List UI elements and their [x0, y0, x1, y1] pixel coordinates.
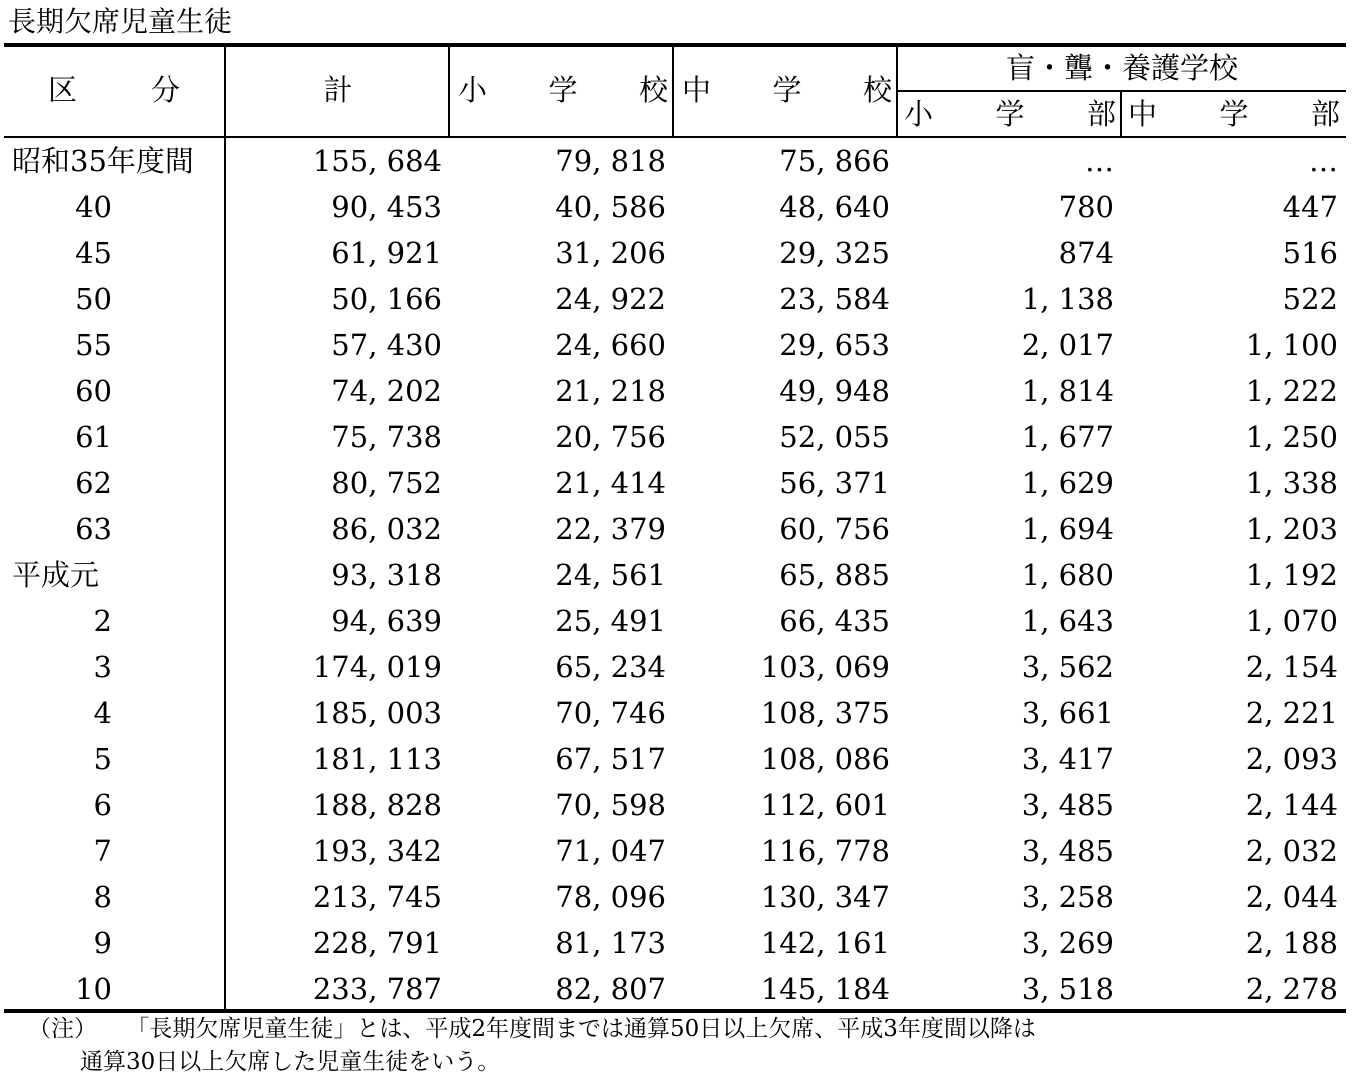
- table-row: [0, 414, 1352, 460]
- cell-special-junior: 1, 192: [1245, 558, 1338, 592]
- header-divider: [448, 45, 450, 137]
- cell-special-junior: 516: [1282, 236, 1338, 270]
- cell-special-junior: 1, 250: [1245, 420, 1338, 454]
- header-char: 小: [458, 73, 488, 107]
- cell-special-elementary: 3, 562: [1021, 650, 1114, 684]
- cell-special-elementary: 3, 485: [1021, 788, 1114, 822]
- cell-total: 86, 032: [331, 512, 442, 546]
- cell-special-elementary: 1, 138: [1021, 282, 1114, 316]
- row-label: 60: [75, 374, 112, 408]
- header-total: 計: [323, 73, 353, 107]
- cell-special-elementary: 1, 629: [1021, 466, 1114, 500]
- cell-junior: 56, 371: [779, 466, 890, 500]
- cell-elementary: 65, 234: [555, 650, 666, 684]
- table-row: [0, 736, 1352, 782]
- header-divider: [1120, 91, 1122, 137]
- cell-total: 174, 019: [312, 650, 442, 684]
- cell-junior: 52, 055: [779, 420, 890, 454]
- table-row: [0, 460, 1352, 506]
- row-label: 10: [75, 972, 112, 1006]
- header-elementary: [458, 70, 668, 110]
- cell-special-elementary: 3, 258: [1021, 880, 1114, 914]
- header-char: 中: [1128, 97, 1158, 131]
- cell-junior: 103, 069: [760, 650, 890, 684]
- row-label: 9: [93, 926, 112, 960]
- header-char: 小: [904, 97, 934, 131]
- top-rule: [4, 43, 1346, 47]
- cell-special-elementary: 1, 680: [1021, 558, 1114, 592]
- footnote-line-2: 通算30日以上欠席した児童生徒をいう。: [80, 1049, 501, 1075]
- cell-special-elementary: 3, 269: [1021, 926, 1114, 960]
- row-label: 平成元: [12, 558, 100, 592]
- cell-special-junior: 522: [1282, 282, 1338, 316]
- cell-junior: 130, 347: [760, 880, 890, 914]
- cell-special-junior: 2, 093: [1245, 742, 1338, 776]
- cell-total: 61, 921: [331, 236, 442, 270]
- row-label: 45: [75, 236, 112, 270]
- cell-elementary: 21, 218: [555, 374, 666, 408]
- cell-elementary: 70, 746: [555, 696, 666, 730]
- cell-total: 185, 003: [312, 696, 442, 730]
- cell-special-elementary: 3, 485: [1021, 834, 1114, 868]
- header-divider: [896, 45, 898, 137]
- table-row: [0, 920, 1352, 966]
- table-row: [0, 184, 1352, 230]
- cell-junior: 23, 584: [779, 282, 890, 316]
- cell-junior: 145, 184: [760, 972, 890, 1006]
- cell-total: 57, 430: [331, 328, 442, 362]
- table-body: [0, 138, 1352, 1012]
- cell-special-elementary: 2, 017: [1021, 328, 1114, 362]
- table-row: [0, 506, 1352, 552]
- row-label: 2: [93, 604, 112, 638]
- row-label: 50: [75, 282, 112, 316]
- cell-special-junior: 1, 070: [1245, 604, 1338, 638]
- table-row: [0, 690, 1352, 736]
- table-row: [0, 828, 1352, 874]
- header-char: 学: [548, 73, 578, 107]
- cell-junior: 65, 885: [779, 558, 890, 592]
- header-char: 部: [1086, 97, 1116, 131]
- cell-junior: 112, 601: [760, 788, 890, 822]
- cell-special-elementary: 1, 677: [1021, 420, 1114, 454]
- row-label: 3: [93, 650, 112, 684]
- table-row: [0, 782, 1352, 828]
- cell-special-junior: 1, 338: [1245, 466, 1338, 500]
- cell-special-junior: 2, 044: [1245, 880, 1338, 914]
- cell-special-elementary: 3, 518: [1021, 972, 1114, 1006]
- cell-special-elementary: …: [1085, 144, 1114, 178]
- row-label: 4: [93, 696, 112, 730]
- header-special-junior: [1128, 94, 1340, 134]
- header-char: 中: [682, 73, 712, 107]
- cell-junior: 29, 653: [779, 328, 890, 362]
- cell-special-elementary: 780: [1058, 190, 1114, 224]
- row-label: 40: [75, 190, 112, 224]
- cell-elementary: 71, 047: [555, 834, 666, 868]
- cell-total: 80, 752: [331, 466, 442, 500]
- header-char: 学: [1219, 97, 1249, 131]
- cell-special-elementary: 1, 814: [1021, 374, 1114, 408]
- cell-total: 75, 738: [331, 420, 442, 454]
- header-char: 校: [638, 73, 668, 107]
- cell-junior: 75, 866: [779, 144, 890, 178]
- cell-special-junior: 2, 188: [1245, 926, 1338, 960]
- cell-special-elementary: 3, 661: [1021, 696, 1114, 730]
- cell-total: 155, 684: [312, 144, 442, 178]
- header-subdivider: [898, 90, 1346, 92]
- cell-junior: 60, 756: [779, 512, 890, 546]
- row-label: 63: [75, 512, 112, 546]
- table-row: [0, 552, 1352, 598]
- cell-junior: 116, 778: [760, 834, 890, 868]
- cell-elementary: 81, 173: [555, 926, 666, 960]
- cell-elementary: 31, 206: [555, 236, 666, 270]
- cell-special-junior: 1, 222: [1245, 374, 1338, 408]
- cell-special-junior: …: [1309, 144, 1338, 178]
- cell-elementary: 24, 561: [555, 558, 666, 592]
- cell-elementary: 82, 807: [555, 972, 666, 1006]
- cell-total: 213, 745: [312, 880, 442, 914]
- cell-elementary: 21, 414: [555, 466, 666, 500]
- cell-total: 193, 342: [312, 834, 442, 868]
- cell-total: 233, 787: [312, 972, 442, 1006]
- cell-junior: 108, 375: [760, 696, 890, 730]
- cell-elementary: 22, 379: [555, 512, 666, 546]
- cell-special-junior: 447: [1282, 190, 1338, 224]
- table-title: 長期欠席児童生徒: [8, 5, 233, 38]
- table-row: [0, 138, 1352, 184]
- header-category: [48, 70, 180, 110]
- row-label: 5: [93, 742, 112, 776]
- header-category-char: 分: [150, 73, 180, 107]
- cell-special-junior: 2, 278: [1245, 972, 1338, 1006]
- cell-junior: 48, 640: [779, 190, 890, 224]
- cell-special-junior: 2, 144: [1245, 788, 1338, 822]
- cell-junior: 66, 435: [779, 604, 890, 638]
- table-row: [0, 644, 1352, 690]
- header-divider: [672, 45, 674, 137]
- table-row: [0, 276, 1352, 322]
- cell-special-elementary: 1, 694: [1021, 512, 1114, 546]
- header-char: 学: [772, 73, 802, 107]
- cell-special-elementary: 1, 643: [1021, 604, 1114, 638]
- cell-elementary: 40, 586: [555, 190, 666, 224]
- table-row: [0, 368, 1352, 414]
- cell-total: 93, 318: [331, 558, 442, 592]
- table-row: [0, 966, 1352, 1012]
- header-char: 学: [995, 97, 1025, 131]
- cell-special-elementary: 874: [1058, 236, 1114, 270]
- cell-special-junior: 2, 221: [1245, 696, 1338, 730]
- cell-total: 90, 453: [331, 190, 442, 224]
- footnote-mark: （注）: [28, 1016, 97, 1042]
- cell-elementary: 70, 598: [555, 788, 666, 822]
- cell-elementary: 25, 491: [555, 604, 666, 638]
- cell-total: 181, 113: [312, 742, 442, 776]
- cell-junior: 142, 161: [760, 926, 890, 960]
- table-row: [0, 230, 1352, 276]
- cell-total: 50, 166: [331, 282, 442, 316]
- cell-total: 74, 202: [331, 374, 442, 408]
- cell-special-junior: 2, 154: [1245, 650, 1338, 684]
- cell-total: 188, 828: [312, 788, 442, 822]
- row-label: 6: [93, 788, 112, 822]
- header-junior: [682, 70, 892, 110]
- cell-elementary: 20, 756: [555, 420, 666, 454]
- cell-elementary: 78, 096: [555, 880, 666, 914]
- cell-special-elementary: 3, 417: [1021, 742, 1114, 776]
- footnote: [28, 1013, 1036, 1079]
- cell-total: 228, 791: [312, 926, 442, 960]
- row-label: 62: [75, 466, 112, 500]
- cell-special-junior: 1, 203: [1245, 512, 1338, 546]
- table-row: [0, 874, 1352, 920]
- cell-elementary: 24, 922: [555, 282, 666, 316]
- row-label: 7: [93, 834, 112, 868]
- cell-elementary: 67, 517: [555, 742, 666, 776]
- cell-junior: 108, 086: [760, 742, 890, 776]
- cell-elementary: 24, 660: [555, 328, 666, 362]
- header-special-elementary: [904, 94, 1116, 134]
- header-char: 部: [1310, 97, 1340, 131]
- header-category-char: 区: [48, 73, 78, 107]
- row-label: 8: [93, 880, 112, 914]
- cell-total: 94, 639: [331, 604, 442, 638]
- cell-elementary: 79, 818: [555, 144, 666, 178]
- row-label: 61: [75, 420, 112, 454]
- cell-junior: 49, 948: [779, 374, 890, 408]
- cell-junior: 29, 325: [779, 236, 890, 270]
- footnote-line-1: 「長期欠席児童生徒」とは、平成2年度間までは通算50日以上欠席、平成3年度間以降は: [126, 1016, 1036, 1042]
- row-label: 55: [75, 328, 112, 362]
- table-row: [0, 598, 1352, 644]
- cell-special-junior: 1, 100: [1245, 328, 1338, 362]
- row-label: 昭和35年度間: [12, 144, 194, 178]
- header-special-schools: 盲・聾・養護学校: [1005, 51, 1238, 85]
- table-row: [0, 322, 1352, 368]
- header-char: 校: [862, 73, 892, 107]
- cell-special-junior: 2, 032: [1245, 834, 1338, 868]
